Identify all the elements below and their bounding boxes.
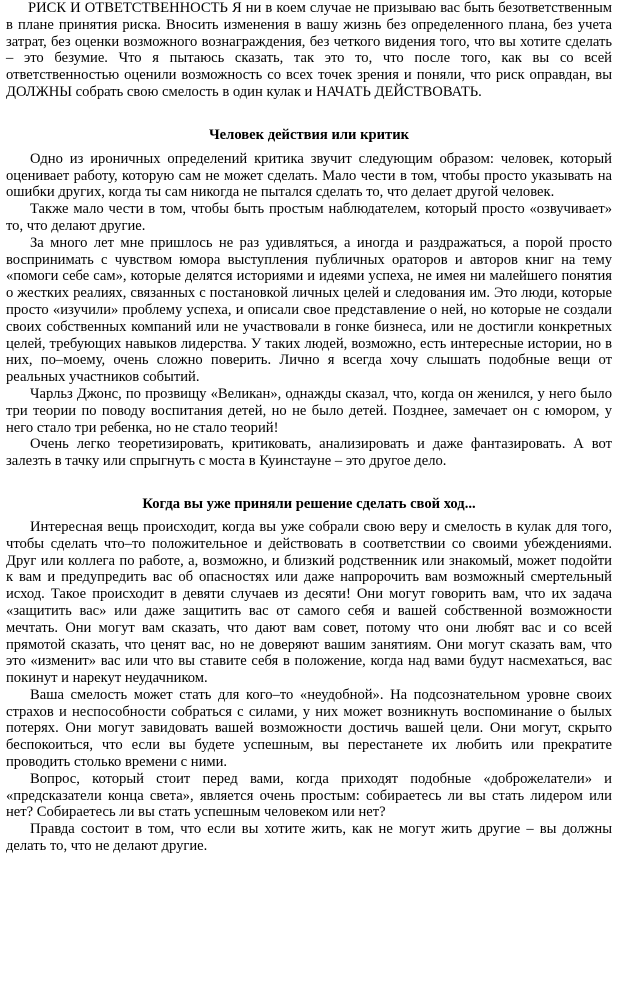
paragraph: Вопрос, который стоит перед вами, когда приходят подобные «доброжелатели» и «предсказатели конца света», является очень простым: собираетесь ли вы стать лидером или нет? Собираетесь ли вы стать успешным человеком или нет? — [6, 770, 612, 821]
section-heading-action-or-critic: Человек действия или критик — [208, 126, 410, 143]
paragraph: Очень легко теоретизировать, критиковать, анализировать и даже фантазировать. А вот залезть в тачку или спрыгнуть с моста в Куинстауне – это другое дело. — [6, 436, 612, 470]
paragraph: За много лет мне пришлось не раз удивляться, а иногда и раздражаться, а порой просто воспринимать с чувством юмора выступления публичных ораторов и авторов книг на тему «помоги себе сам», которые делятся историями и идеями успеха, не имея ни малейшего понятия о жестких реалиях, связанных с постановкой личных целей и следования им. Это люди, которые просто «изучили» проблему успеха, и описали свое представление о ней, но которые не создали своих собственных компаний или не участвовали в гонке бизнеса, или не достигли конкретных целей, требующих навыков лидерства. У таких людей, возможно, есть интересные истории, но в них, по–моему, очень сложно поверить. Лично я всегда хочу слышать подобные вещи от реальных участников событий. — [6, 234, 612, 386]
paragraph: Правда состоит в том, что если вы хотите жить, как не могут жить другие – вы должны делать то, что не делают другие. — [6, 821, 612, 855]
section-heading-decision-made: Когда вы уже приняли решение сделать свой ход... — [142, 495, 476, 512]
paragraph: Одно из ироничных определений критика звучит следующим образом: человек, который оценивает работу, которую сам не может сделать. Мало чести в том, чтобы просто указывать на ошибки других, когда ты сам никогда не пытался сделать то, что делает другой человек. — [6, 150, 612, 201]
paragraph: Чарльз Джонс, по прозвищу «Великан», однажды сказал, что, когда он женился, у него было три теории по поводу воспитания детей, но не было детей. Позднее, замечает он с юмором, у него стало три ребенка, но не стало теорий! — [6, 385, 612, 436]
intro-paragraph: РИСК И ОТВЕТСТВЕННОСТЬ Я ни в коем случае не призываю вас быть безответственным в плане принятия риска. Вносить изменения в вашу жизнь без определенного плана, без учета затрат, без оценки возможного вознаграждения, без четкого видения того, что вы хотите сделать – это безумие. Что я пытаюсь сказать, так это то, что после того, как вы со всей ответственностью оценили возможность со всех точек зрения и поняли, что риск оправдан, вы ДОЛЖНЫ собрать свою смелость в один кулак и НАЧАТЬ ДЕЙСТВОВАТЬ. — [6, 0, 612, 100]
paragraph: Интересная вещь происходит, когда вы уже собрали свою веру и смелость в кулак для того, чтобы сделать что–то положительное и действовать в соответствии со своими убеждениями. Друг или коллега по работе, а, возможно, и близкий родственник или знакомый, может подойти к вам и предупредить вас об опасностях или даже напророчить вам возможный смертельный исход. Такое происходит в девяти случаев из десяти! Они могут говорить вам, что их задача «защитить вас» или даже защитить вас от самого себя и вашей собственной возможности мечтать. Они могут вам сказать, что дают вам совет, потому что они любят вас и со всей прямотой сказать, что ценят вас, но не доверяют вашим занятиям. Они могут сказать вам, что это «изменит» вас или что вы ставите себя в положение, когда над вами будут насмехаться, вас покинут и нарекут неудачником. — [6, 518, 612, 687]
paragraph: Также мало чести в том, чтобы быть простым наблюдателем, который просто «озвучивает» то, что делают другие. — [6, 201, 612, 234]
paragraph: Ваша смелость может стать для кого–то «неудобной». На подсознательном уровне своих страхов и неспособности собраться с силами, у них может возникнуть воспоминание о былых потерях. Они могут завидовать вашей возможности достичь вашей цели. Они могут, скрыто беспокоиться, что если вы будете успешным, вы перестанете их любить или прекратите проводить столько времени с ними. — [6, 686, 612, 771]
